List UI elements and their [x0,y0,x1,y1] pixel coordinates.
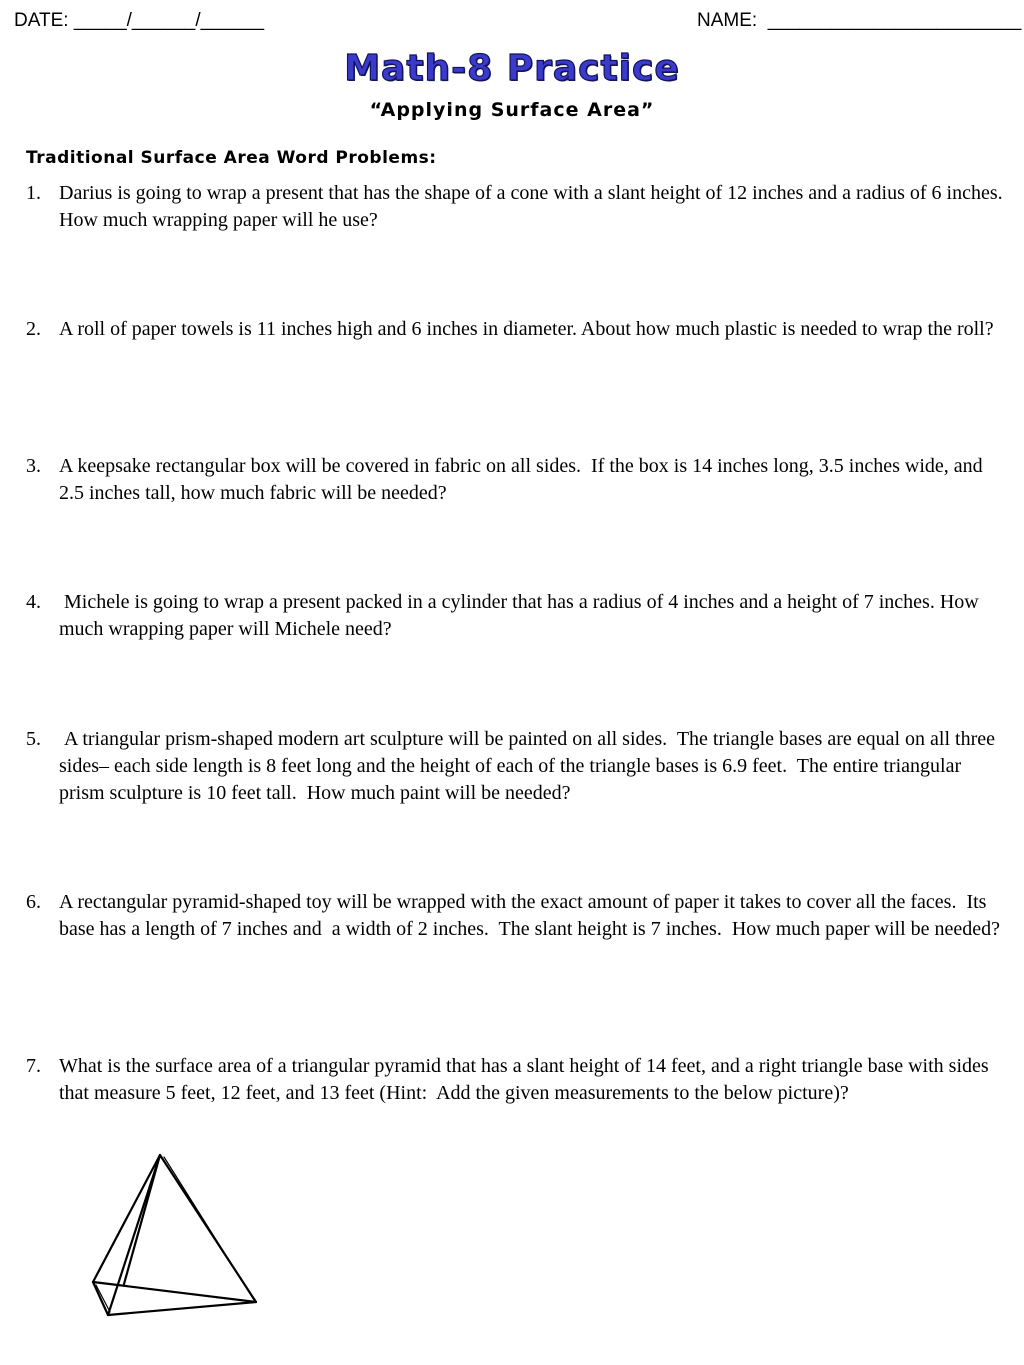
problem-2 [26,316,1011,343]
worksheet-header [14,10,1022,38]
problem-text: A triangular prism-shaped modern art sculpture will be painted on all sides. The triangle bases are equal on all three sides– each side length is 8 feet long and the height of each of the triangle bases is 6.9 feet. The entire triangular prism sculpture is 10 feet tall. How much paint will be needed? [59,728,1001,804]
date-field: DATE: _____/______/______ [14,10,265,31]
name-field: NAME: ________________________ [697,10,1022,31]
problem-7 [26,1053,1011,1107]
problem-number: 5. [26,728,41,750]
problem-number: 7. [26,1055,41,1077]
problem-1 [26,180,1011,234]
pyramid-inner-edge [124,1155,160,1284]
pyramid-sketch-line [96,1285,110,1312]
problem-text: Michele is going to wrap a present packed in a cylinder that has a radius of 4 inches and a height of 7 inches. How much wrapping paper will Michele need? [59,591,984,640]
problem-3 [26,453,1011,507]
pyramid-back-base-edge [93,1282,256,1302]
problem-text: A roll of paper towels is 11 inches high and 6 inches in diameter. About how much plastic is needed to wrap the roll? [59,318,994,340]
pyramid-sketch-line [164,1157,254,1300]
problem-5 [26,726,1011,807]
problem-number: 2. [26,318,41,340]
problem-4 [26,589,1011,643]
problem-number: 3. [26,455,41,477]
problem-text: What is the surface area of a triangular pyramid that has a slant height of 14 feet, and a right triangle base with sides that measure 5 feet, 12 feet, and 13 feet (Hint: Add the given measurements to the below picture)? [59,1055,994,1104]
page-subtitle: “Applying Surface Area” [369,99,655,121]
problem-number: 6. [26,891,41,913]
section-heading: Traditional Surface Area Word Problems: [26,148,437,168]
triangular-pyramid-drawing [86,1148,266,1323]
problem-6 [26,889,1011,943]
problem-number: 4. [26,591,41,613]
page-title: Math-8 Practice [344,48,680,89]
problem-text: A keepsake rectangular box will be covered in fabric on all sides. If the box is 14 inches long, 3.5 inches wide, and 2.5 inches tall, how much fabric will be needed? [59,455,988,504]
problem-text: Darius is going to wrap a present that has the shape of a cone with a slant height of 12 inches and a radius of 6 inches. How much wrapping paper will he use? [59,182,1008,231]
problem-number: 1. [26,182,41,204]
problem-text: A rectangular pyramid-shaped toy will be wrapped with the exact amount of paper it takes to cover all the faces. Its base has a length of 7 inches and a width of 2 inches. The slant height is 7 inches. How much paper will be needed? [59,891,1001,940]
